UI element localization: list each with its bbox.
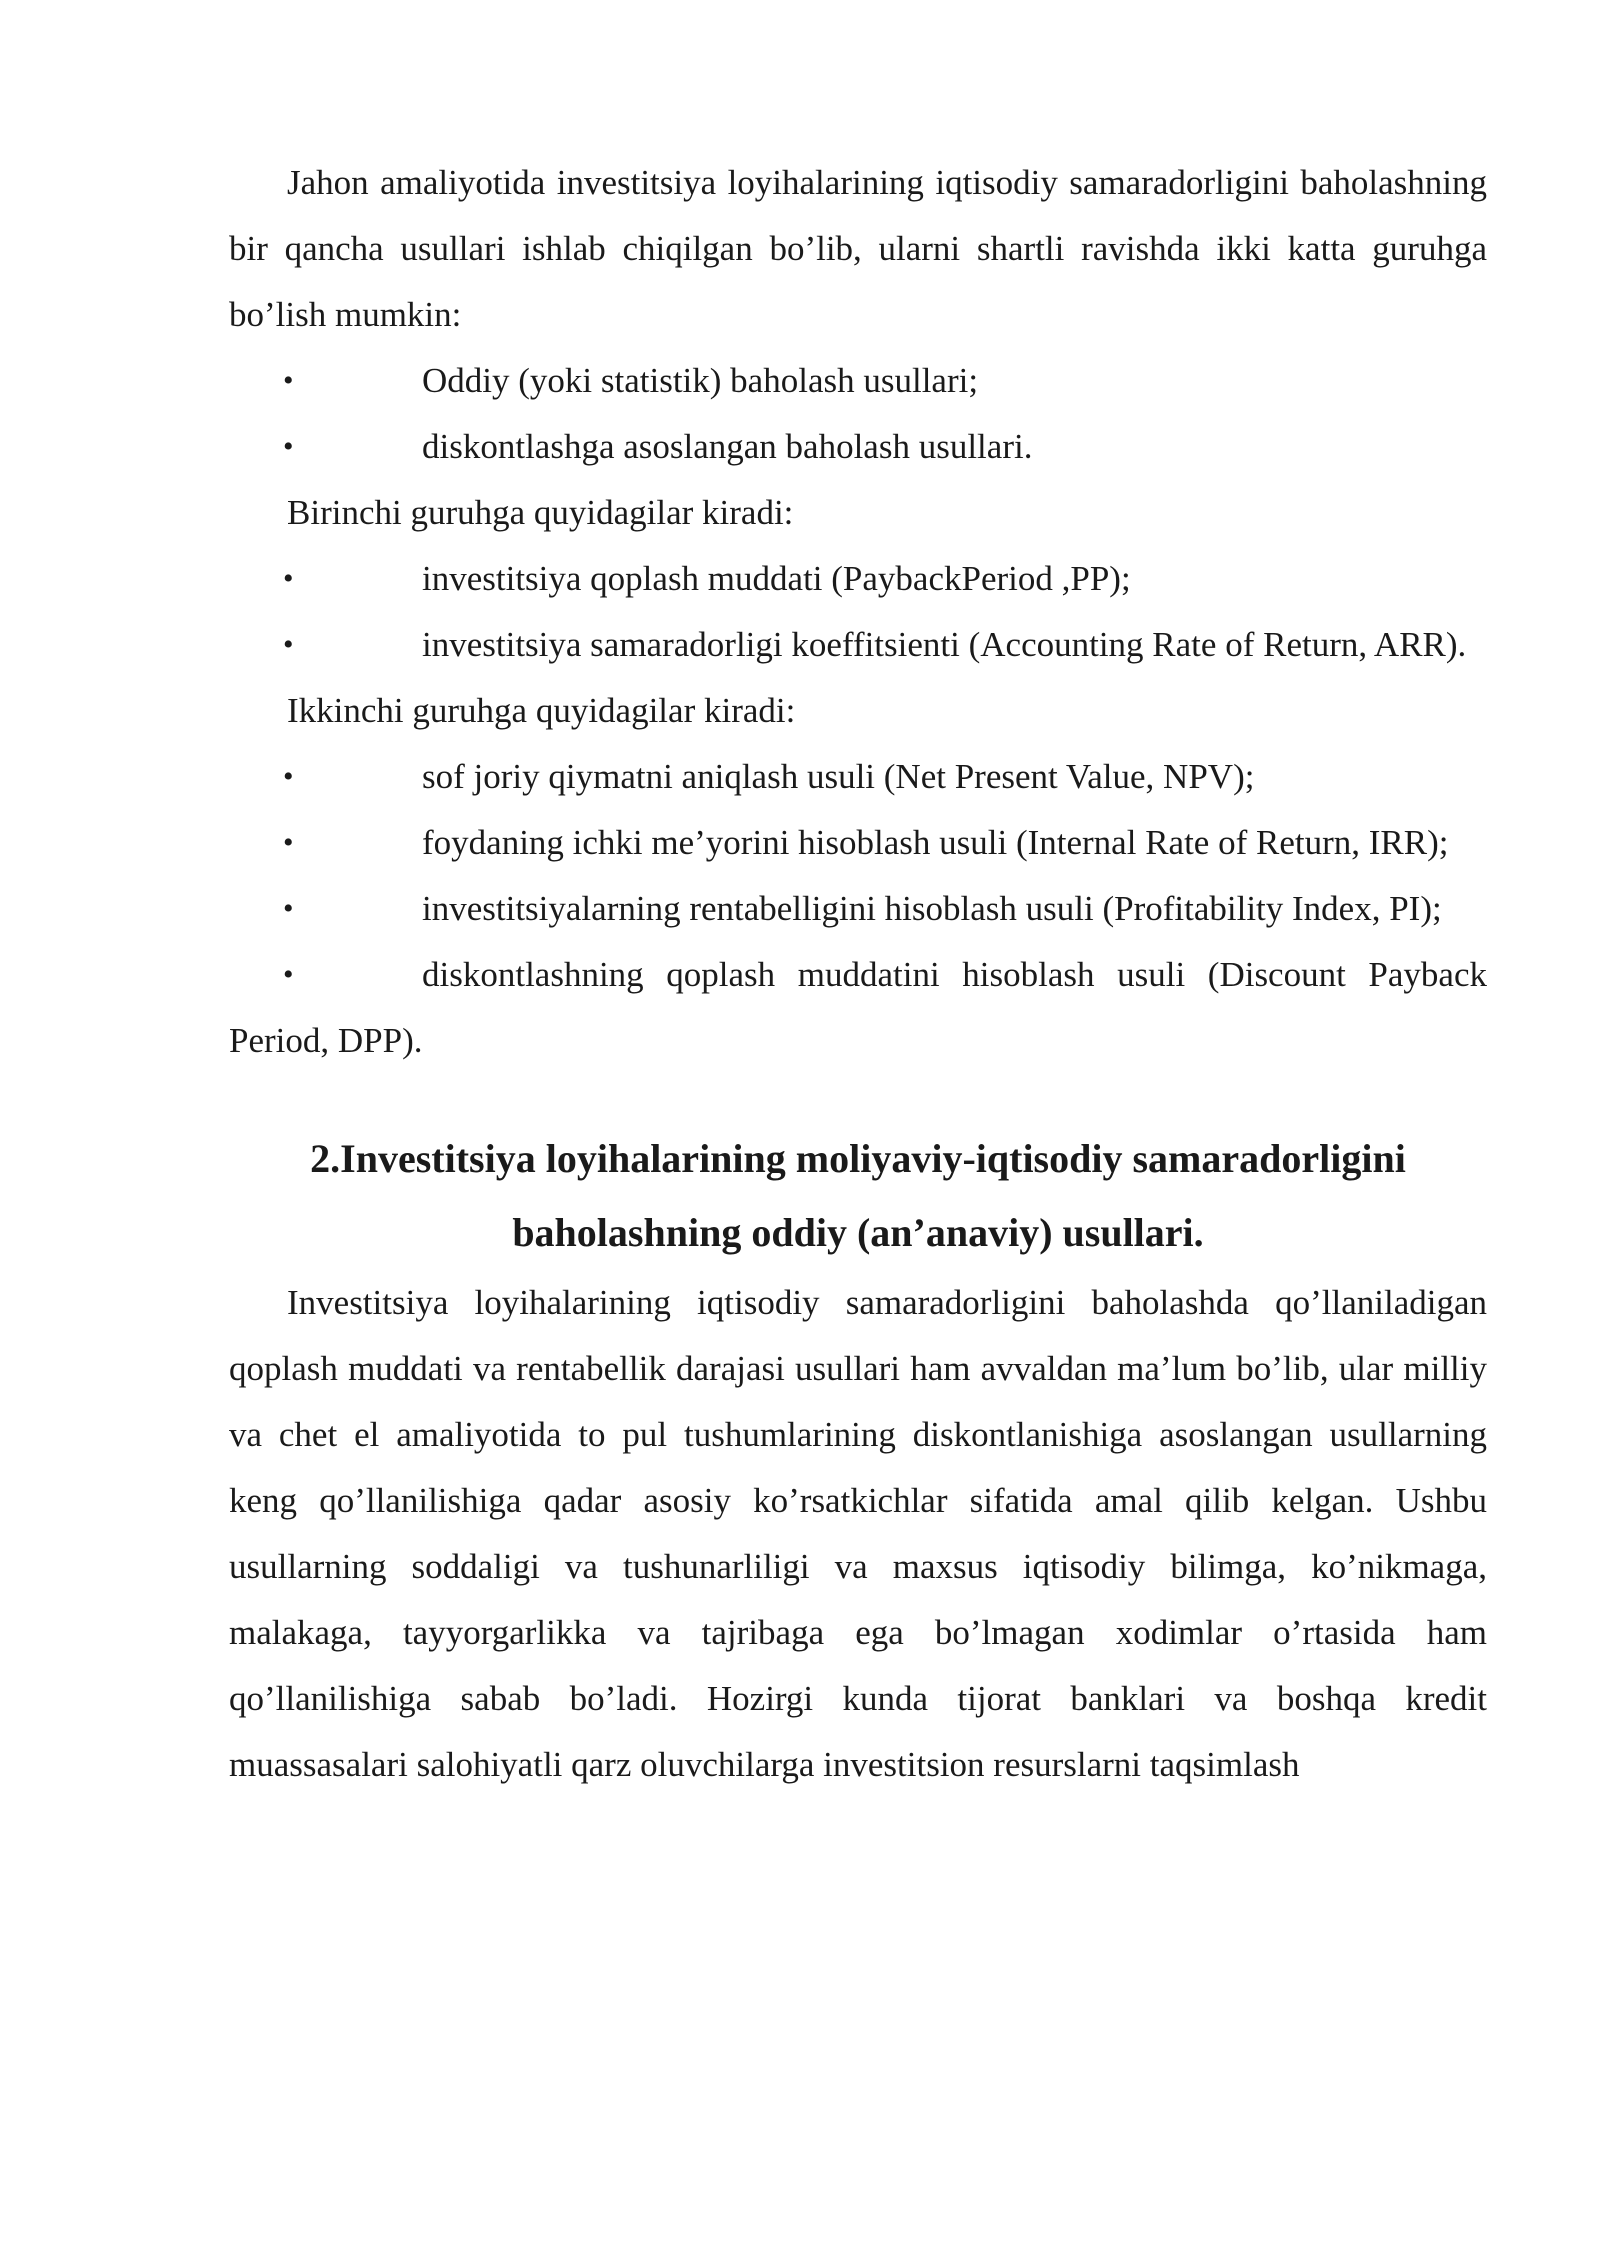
bullet-icon: • <box>283 892 294 925</box>
list-item-text: diskontlashning qoplash muddatini hisoblash usuli (Discount Payback Period, DPP). <box>229 955 1487 1060</box>
list-item-text: Oddiy (yoki statistik) baholash usullari; <box>422 361 979 400</box>
section-heading-line-1: 2.Investitsiya loyihalarining moliyaviy-iqtisodiy samaradorligini <box>310 1136 1406 1181</box>
list-item <box>229 348 1487 414</box>
list-item-text: investitsiyalarning rentabelligini hisoblash usuli (Profitability Index, PI); <box>422 889 1442 928</box>
list-item <box>229 942 1487 1074</box>
list-item <box>229 744 1487 810</box>
list-item-text: investitsiya samaradorligi koeffitsienti (Accounting Rate of Return, ARR). <box>422 625 1467 664</box>
list-item-text: sof joriy qiymatni aniqlash usuli (Net Present Value, NPV); <box>422 757 1255 796</box>
list-item-text: foydaning ichki me’yorini hisoblash usuli (Internal Rate of Return, IRR); <box>422 823 1449 862</box>
list-item-text: diskontlashga asoslangan baholash usullari. <box>422 427 1033 466</box>
group1-intro: Birinchi guruhga quyidagilar kiradi: <box>287 493 794 532</box>
bullet-icon: • <box>283 430 294 463</box>
method-types-list <box>229 348 1487 480</box>
bullet-icon: • <box>283 826 294 859</box>
bullet-icon: • <box>283 958 294 991</box>
document-page <box>229 150 1487 1798</box>
group2-list <box>229 744 1487 1074</box>
list-item <box>229 414 1487 480</box>
section-body-paragraph: Investitsiya loyihalarining iqtisodiy samaradorligini baholashda qo’llaniladigan qoplash muddati va rentabellik darajasi usullari ham avvaldan ma’lum bo’lib, ular milliy va chet el amaliyotida to pul tushumlarining diskontlanishiga asoslangan usullarning keng qo’llanilishiga qadar asosiy ko’rsatkichlar sifatida amal qilib kelgan. Ushbu usullarning soddaligi va tushunarliligi va maxsus iqtisodiy bilimga, ko’nikmaga, malakaga, tayyorgarlikka va tajribaga ega bo’lmagan xodimlar o’rtasida ham qo’llanilishiga sabab bo’ladi. Hozirgi kunda tijorat banklari va boshqa kredit muassasalari salohiyatli qarz oluvchilarga investitsion resurslarni taqsimlash <box>229 1283 1487 1784</box>
section-heading <box>229 1122 1487 1270</box>
group2-intro: Ikkinchi guruhga quyidagilar kiradi: <box>287 691 796 730</box>
bullet-icon: • <box>283 562 294 595</box>
list-item <box>229 546 1487 612</box>
list-item-text: investitsiya qoplash muddati (PaybackPeriod ,PP); <box>422 559 1131 598</box>
group1-list <box>229 546 1487 678</box>
section-heading-line-2: baholashning oddiy (an’anaviy) usullari. <box>512 1210 1204 1255</box>
list-item <box>229 612 1487 678</box>
list-item <box>229 876 1487 942</box>
bullet-icon: • <box>283 628 294 661</box>
bullet-icon: • <box>283 364 294 397</box>
intro-paragraph: Jahon amaliyotida investitsiya loyihalarining iqtisodiy samaradorligini baholashning bir qancha usullari ishlab chiqilgan bo’lib, ularni shartli ravishda ikki katta guruhga bo’lish mumkin: <box>229 163 1487 334</box>
bullet-icon: • <box>283 760 294 793</box>
list-item <box>229 810 1487 876</box>
